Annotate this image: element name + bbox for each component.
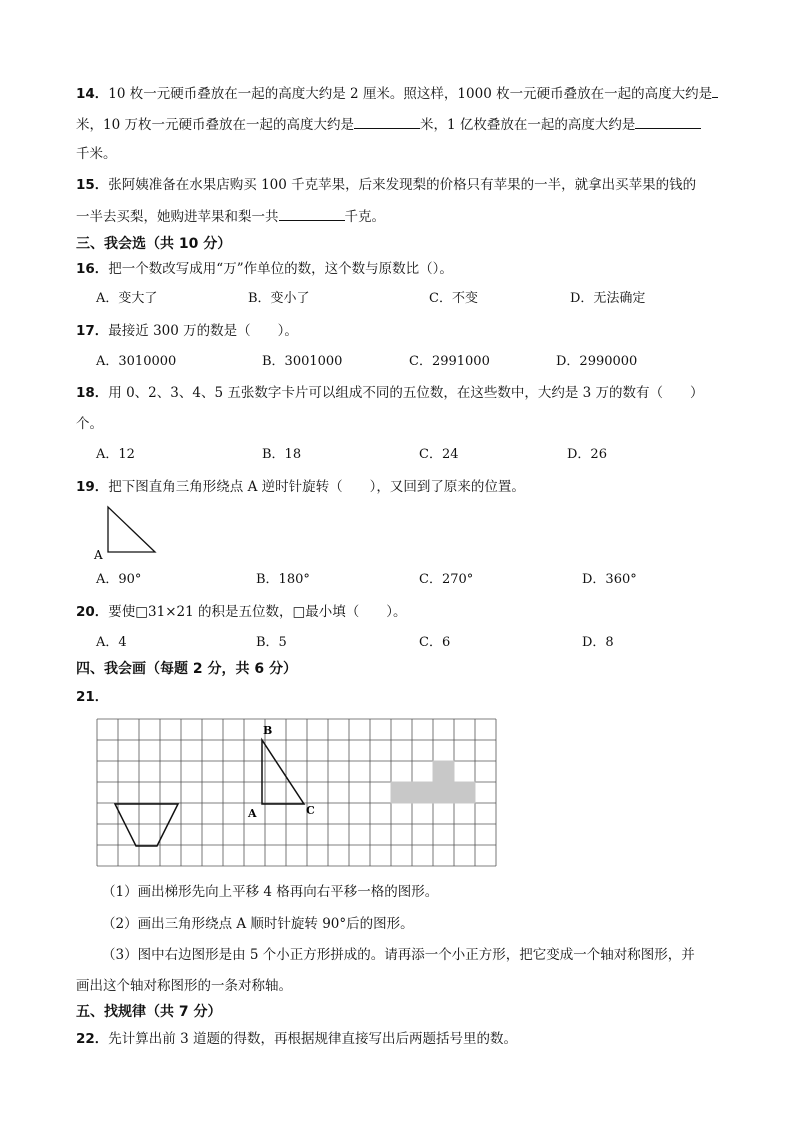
- q19-line: [76, 477, 525, 497]
- q14-text-2b: 米，1 亿枚叠放在一起的高度大约是: [419, 117, 636, 133]
- q18-option-a[interactable]: A．12: [96, 447, 135, 462]
- q17-number: 17．: [76, 323, 109, 339]
- q15-text-1: 张阿姨准备在水果店购买 100 千克苹果，后来发现梨的价格只有苹果的一半，就拿出买苹果的钱的: [108, 177, 697, 193]
- q19-option-c[interactable]: C．270°: [419, 572, 474, 587]
- q15-number: 15．: [76, 177, 109, 193]
- section-5-title: 五、找规律（共 7 分）: [76, 1004, 222, 1020]
- q19-label-a: A: [94, 548, 103, 562]
- q17-option-c[interactable]: C．2991000: [409, 354, 490, 369]
- q20-option-a[interactable]: A．4: [96, 635, 127, 650]
- q15-text-2a: 一半去买梨，她购进苹果和梨一共: [76, 209, 279, 225]
- q19-right-triangle: [108, 507, 155, 552]
- q19-text: 把下图直角三角形绕点 A 逆时针旋转（ ），又回到了原来的位置。: [108, 479, 525, 495]
- q14-blank-2[interactable]: [354, 114, 420, 129]
- trapezoid: [115, 804, 178, 846]
- q22-line: [76, 1029, 517, 1049]
- q19-option-d[interactable]: D．360°: [582, 572, 637, 587]
- q18-option-d[interactable]: D．26: [567, 447, 607, 462]
- q21-grid-figure: [90, 712, 502, 874]
- q18-text: 用 0、2、3、4、5 五张数字卡片可以组成不同的五位数，在这些数中，大约是 3 万的数有（ ）: [108, 385, 704, 401]
- q17-option-b[interactable]: B．3001000: [262, 354, 343, 369]
- q20-text: 要使□31×21 的积是五位数，□最小填（ ）。: [108, 604, 407, 620]
- q21-sub1: （1）画出梯形先向上平移 4 格再向右平移一格的图形。: [102, 884, 439, 900]
- five-square-shape: [391, 761, 475, 803]
- q19-triangle-figure: [90, 504, 165, 562]
- q16-option-b[interactable]: B．变小了: [248, 291, 310, 306]
- q14-text-1: 10 枚一元硬币叠放在一起的高度大约是 2 厘米。照这样，1000 枚一元硬币叠放在一起的高度大约是: [108, 86, 713, 102]
- q17-text: 最接近 300 万的数是（ ）。: [108, 323, 298, 339]
- q14-text-2a: 米，10 万枚一元硬币叠放在一起的高度大约是: [76, 117, 354, 133]
- q20-line: [76, 602, 407, 622]
- q18-option-c[interactable]: C．24: [419, 447, 459, 462]
- q21-line: [76, 687, 108, 707]
- q17-option-d[interactable]: D．2990000: [556, 354, 638, 369]
- q22-text: 先计算出前 3 道题的得数，再根据规律直接写出后两题括号里的数。: [108, 1031, 517, 1047]
- q21-number: 21．: [76, 689, 109, 705]
- q18-line2: [76, 414, 103, 434]
- q19-option-b[interactable]: B．180°: [256, 572, 310, 587]
- q16-text: 把一个数改写成用“万”作单位的数，这个数与原数比（）。: [108, 261, 453, 277]
- q16-line: [76, 259, 453, 279]
- shape-bottom-row: [391, 782, 475, 803]
- q20-number: 20．: [76, 604, 109, 620]
- q16-option-d[interactable]: D．无法确定: [570, 291, 646, 306]
- section-4-title: 四、我会画（每题 2 分，共 6 分）: [76, 661, 297, 677]
- q14-number: 14．: [76, 86, 109, 102]
- q18-option-b[interactable]: B．18: [262, 447, 302, 462]
- q18-text-2: 个。: [76, 416, 103, 432]
- q21-sub3b: 画出这个轴对称图形的一条对称轴。: [76, 978, 292, 994]
- q19-option-a[interactable]: A．90°: [96, 572, 142, 587]
- triangle-label-c: C: [306, 804, 315, 817]
- q18-number: 18．: [76, 385, 109, 401]
- triangle-label-a: A: [248, 807, 257, 820]
- q14-text-3: 千米。: [76, 146, 117, 162]
- q21-sub2: （2）画出三角形绕点 A 顺时针旋转 90°后的图形。: [102, 916, 414, 932]
- q14-line2: [76, 114, 701, 135]
- q15-blank[interactable]: [279, 206, 345, 221]
- q14-blank-1[interactable]: [712, 83, 718, 98]
- q20-option-d[interactable]: D．8: [582, 635, 614, 650]
- shape-top-square: [433, 761, 454, 782]
- q17-line: [76, 321, 298, 341]
- q15-line2: [76, 206, 385, 227]
- section-3-title: 三、我会选（共 10 分）: [76, 236, 232, 252]
- q20-option-b[interactable]: B．5: [256, 635, 287, 650]
- q18-line1: [76, 383, 704, 403]
- q14-line3: [76, 144, 117, 164]
- q16-option-c[interactable]: C．不变: [429, 291, 478, 306]
- q17-option-a[interactable]: A．3010000: [96, 354, 177, 369]
- q14-blank-3[interactable]: [635, 114, 701, 129]
- q20-option-c[interactable]: C．6: [419, 635, 451, 650]
- q19-number: 19．: [76, 479, 109, 495]
- q15-text-2b: 千克。: [344, 209, 385, 225]
- q14-line1: [76, 83, 718, 104]
- q15-line1: [76, 175, 696, 195]
- triangle-abc: [262, 740, 304, 804]
- q22-number: 22．: [76, 1031, 109, 1047]
- q16-option-a[interactable]: A．变大了: [96, 291, 158, 306]
- triangle-label-b: B: [263, 724, 273, 737]
- q16-number: 16．: [76, 261, 109, 277]
- q21-sub3a: （3）图中右边图形是由 5 个小正方形拼成的。请再添一个小正方形，把它变成一个轴对称图形，并: [102, 947, 695, 963]
